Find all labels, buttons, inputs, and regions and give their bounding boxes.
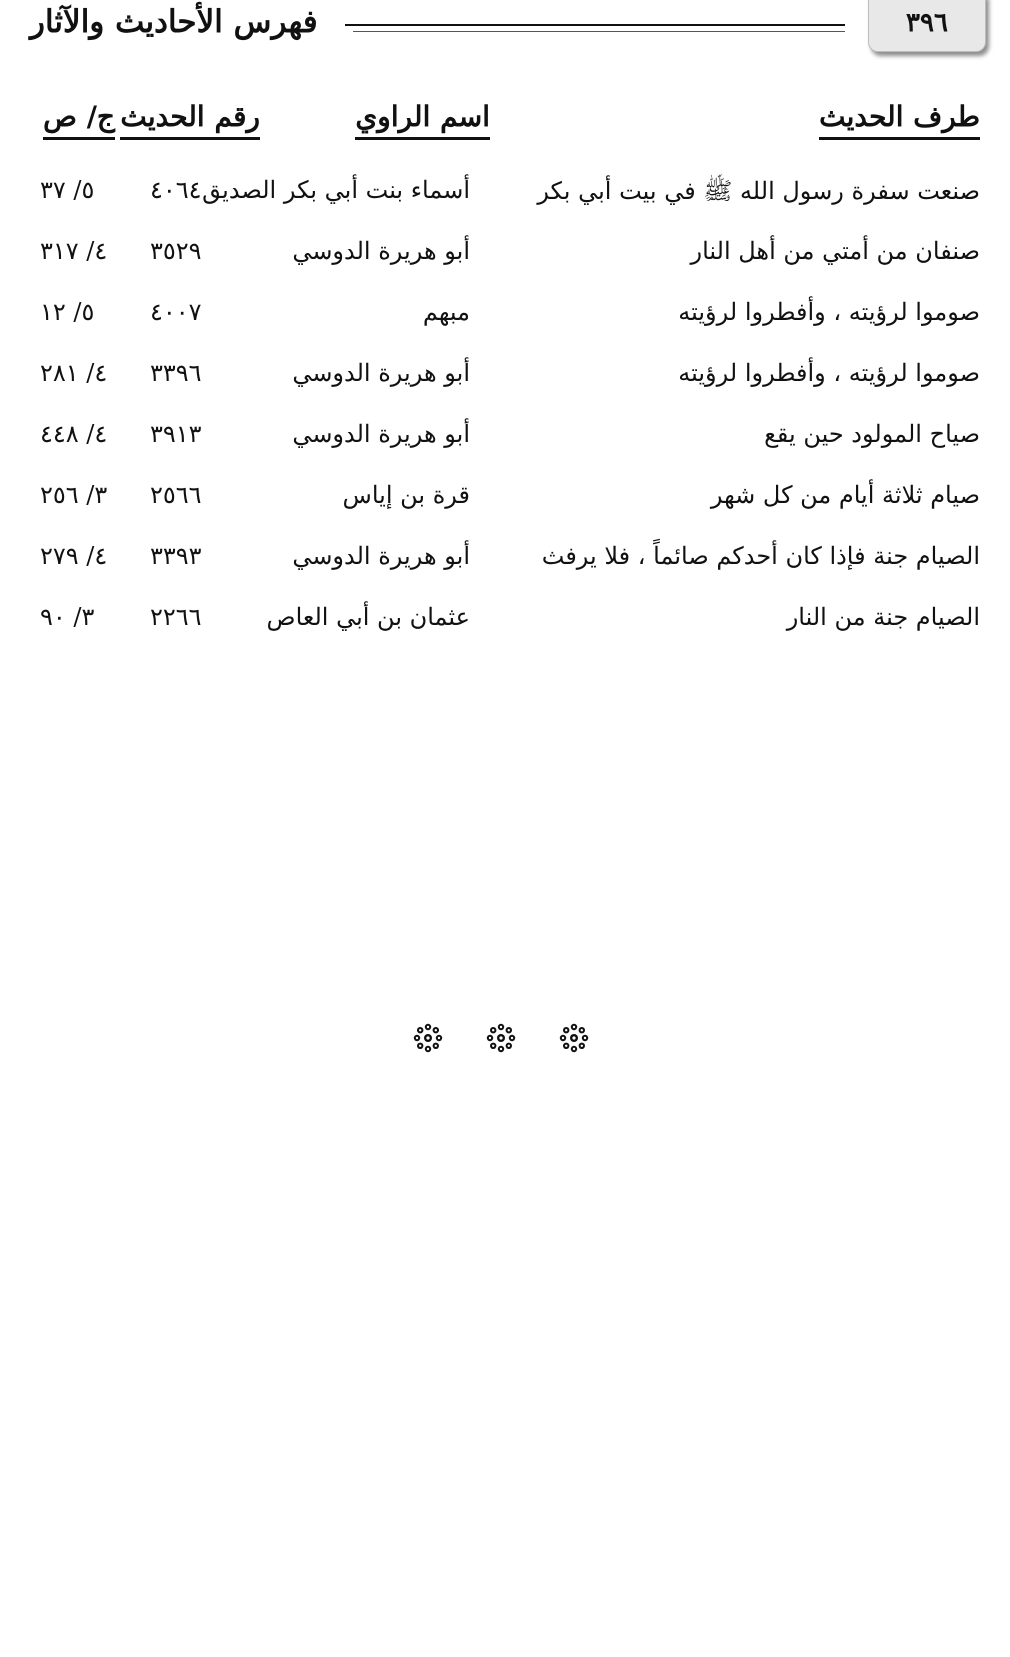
page-number: ٣٩٦ xyxy=(868,0,986,52)
hadith-incipit: الصيام جنة من النار xyxy=(786,603,980,631)
hadith-number: ٤٠٦٤ xyxy=(150,176,202,204)
floral-rosette-icon xyxy=(412,1022,444,1054)
hadith-incipit: الصيام جنة فإذا كان أحدكم صائماً ، فلا يرفث xyxy=(541,542,980,570)
narrator-name: أبو هريرة الدوسي xyxy=(292,359,470,387)
header-rule-thin xyxy=(353,31,845,32)
table-row xyxy=(0,359,1010,399)
table-row xyxy=(0,603,1010,643)
running-title: فهرس الأحاديث والآثار xyxy=(30,4,318,40)
hadith-incipit: صيام ثلاثة أيام من كل شهر xyxy=(710,481,980,509)
volume-page-ref: ٣/ ٩٠ xyxy=(40,603,95,631)
column-header-narrator: اسم الراوي xyxy=(355,100,490,140)
volume-page-ref: ٥/ ٣٧ xyxy=(40,176,95,204)
table-row xyxy=(0,481,1010,521)
narrator-name: أسماء بنت أبي بكر الصديق xyxy=(202,176,470,204)
narrator-name: أبو هريرة الدوسي xyxy=(292,420,470,448)
table-row xyxy=(0,237,1010,277)
narrator-name: أبو هريرة الدوسي xyxy=(292,542,470,570)
hadith-number: ٤٠٠٧ xyxy=(150,298,202,326)
column-header-volume-page: ج/ ص xyxy=(43,100,115,140)
table-row xyxy=(0,176,1010,216)
hadith-incipit: صوموا لرؤيته ، وأفطروا لرؤيته xyxy=(678,359,980,387)
narrator-name: عثمان بن أبي العاص xyxy=(266,603,470,631)
table-row xyxy=(0,542,1010,582)
hadith-number: ٢٥٦٦ xyxy=(150,481,202,509)
hadith-incipit: صنعت سفرة رسول الله ﷺ في بيت أبي بكر xyxy=(537,177,980,205)
column-header-hadith: طرف الحديث xyxy=(819,100,980,140)
narrator-name: قرة بن إياس xyxy=(342,481,470,509)
section-end-ornaments xyxy=(0,1022,1010,1058)
volume-page-ref: ٤/ ٢٨١ xyxy=(40,359,108,387)
header-rule xyxy=(345,24,845,34)
floral-rosette-icon xyxy=(558,1022,590,1054)
volume-page-ref: ٥/ ١٢ xyxy=(40,298,95,326)
header-rule-thick xyxy=(345,24,845,26)
column-header-number: رقم الحديث xyxy=(120,100,260,140)
floral-rosette-icon xyxy=(485,1022,517,1054)
hadith-incipit: صوموا لرؤيته ، وأفطروا لرؤيته xyxy=(678,298,980,326)
volume-page-ref: ٤/ ٢٧٩ xyxy=(40,542,108,570)
table-row xyxy=(0,420,1010,460)
hadith-number: ٣٣٩٦ xyxy=(150,359,202,387)
hadith-number: ٢٢٦٦ xyxy=(150,603,202,631)
hadith-number: ٣٥٢٩ xyxy=(150,237,202,265)
volume-page-ref: ٤/ ٣١٧ xyxy=(40,237,108,265)
hadith-incipit: صنفان من أمتي من أهل النار xyxy=(690,237,980,265)
volume-page-ref: ٣/ ٢٥٦ xyxy=(40,481,108,509)
hadith-number: ٣٣٩٣ xyxy=(150,542,202,570)
page-header xyxy=(0,0,1010,60)
narrator-name: مبهم xyxy=(422,298,470,326)
hadith-incipit: صياح المولود حين يقع xyxy=(764,420,980,448)
narrator-name: أبو هريرة الدوسي xyxy=(292,237,470,265)
hadith-number: ٣٩١٣ xyxy=(150,420,202,448)
volume-page-ref: ٤/ ٤٤٨ xyxy=(40,420,108,448)
table-row xyxy=(0,298,1010,338)
